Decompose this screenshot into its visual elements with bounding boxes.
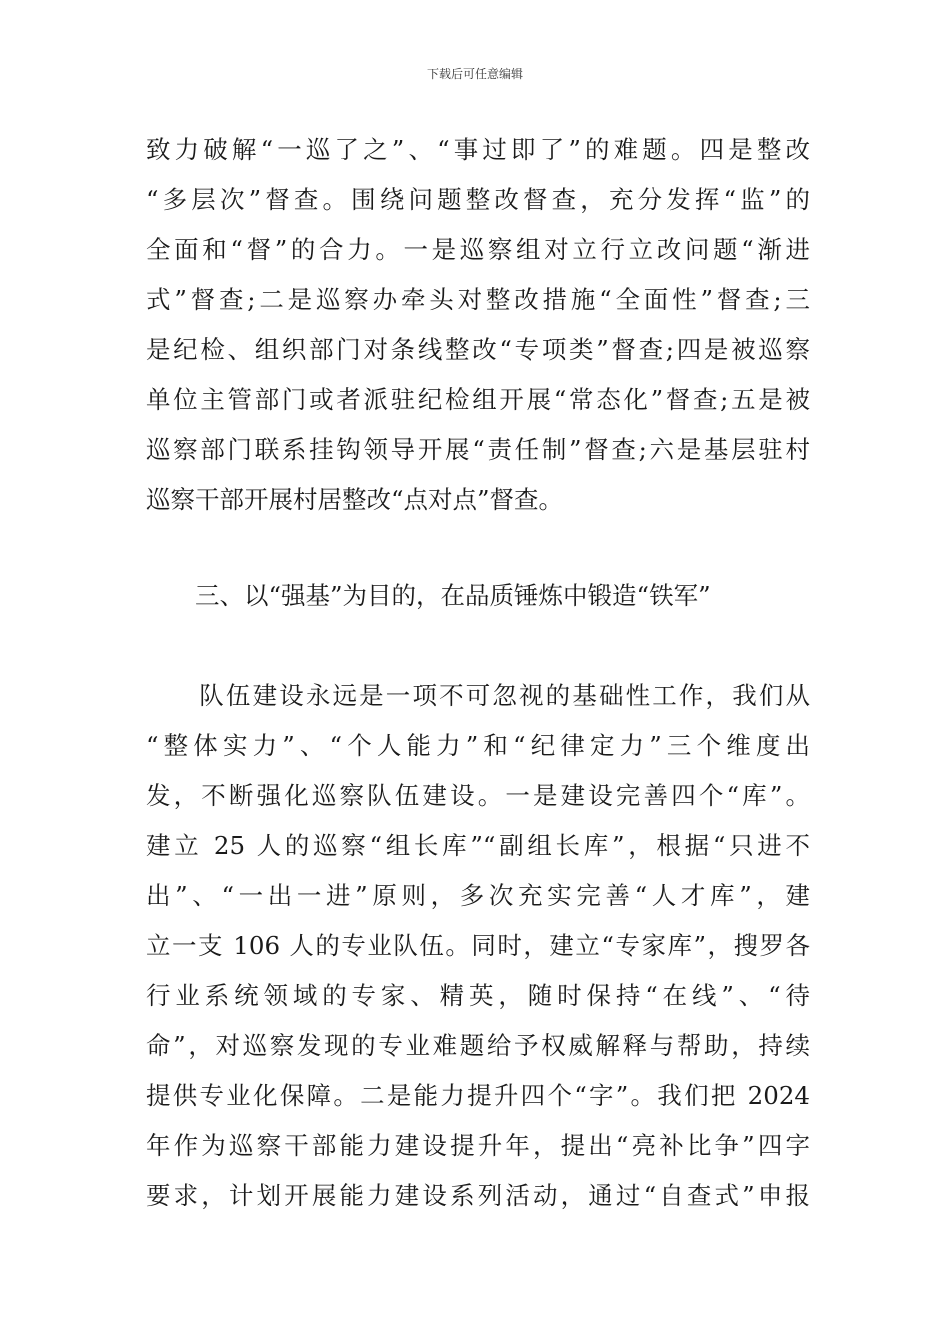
paragraph-line: 出”、“一出一进”原则，多次充实完善“人才库”，建 — [146, 881, 810, 910]
paragraph-line: 队伍建设永远是一项不可忽视的基础性工作，我们从 — [146, 681, 810, 710]
page-header-note: 下载后可任意编辑 — [426, 67, 523, 81]
paragraph-line: “整体实力”、“个人能力”和“纪律定力”三个维度出 — [146, 731, 810, 760]
paragraph-line: 年作为巡察干部能力建设提升年，提出“亮补比争”四字 — [146, 1131, 810, 1160]
paragraph-line: 发，不断强化巡察队伍建设。一是建设完善四个“库”。 — [146, 781, 810, 810]
paragraph-1 — [146, 125, 810, 525]
paragraph-line: 巡察部门联系挂钩领导开展“责任制”督查;六是基层驻村 — [146, 435, 810, 464]
paragraph-2 — [146, 671, 810, 1221]
paragraph-line: 提供专业化保障。二是能力提升四个“字”。我们把 2024 — [146, 1081, 810, 1110]
paragraph-line: 建立 25 人的巡察“组长库”“副组长库”，根据“只进不 — [146, 831, 810, 860]
paragraph-line: 是纪检、组织部门对条线整改“专项类”督查;四是被巡察 — [146, 335, 810, 364]
paragraph-line: 要求，计划开展能力建设系列活动，通过“自查式”申报 — [146, 1181, 810, 1210]
section-heading: 三、以“强基”为目的，在品质锤炼中锻造“铁军” — [195, 581, 711, 610]
paragraph-line: 全面和“督”的合力。一是巡察组对立行立改问题“渐进 — [146, 235, 810, 264]
paragraph-line: 立一支 106 人的专业队伍。同时，建立“专家库”，搜罗各 — [146, 931, 810, 960]
paragraph-line: “多层次”督查。围绕问题整改督查，充分发挥“监”的 — [146, 185, 810, 214]
paragraph-line: 式”督查;二是巡察办牵头对整改措施“全面性”督查;三 — [146, 285, 810, 314]
paragraph-line: 行业系统领域的专家、精英，随时保持“在线”、“待 — [146, 981, 810, 1010]
paragraph-line: 单位主管部门或者派驻纪检组开展“常态化”督查;五是被 — [146, 385, 810, 414]
paragraph-line: 致力破解“一巡了之”、“事过即了”的难题。四是整改 — [146, 135, 810, 164]
paragraph-line: 命”，对巡察发现的专业难题给予权威解释与帮助，持续 — [146, 1031, 810, 1060]
paragraph-line: 巡察干部开展村居整改“点对点”督查。 — [146, 485, 564, 514]
